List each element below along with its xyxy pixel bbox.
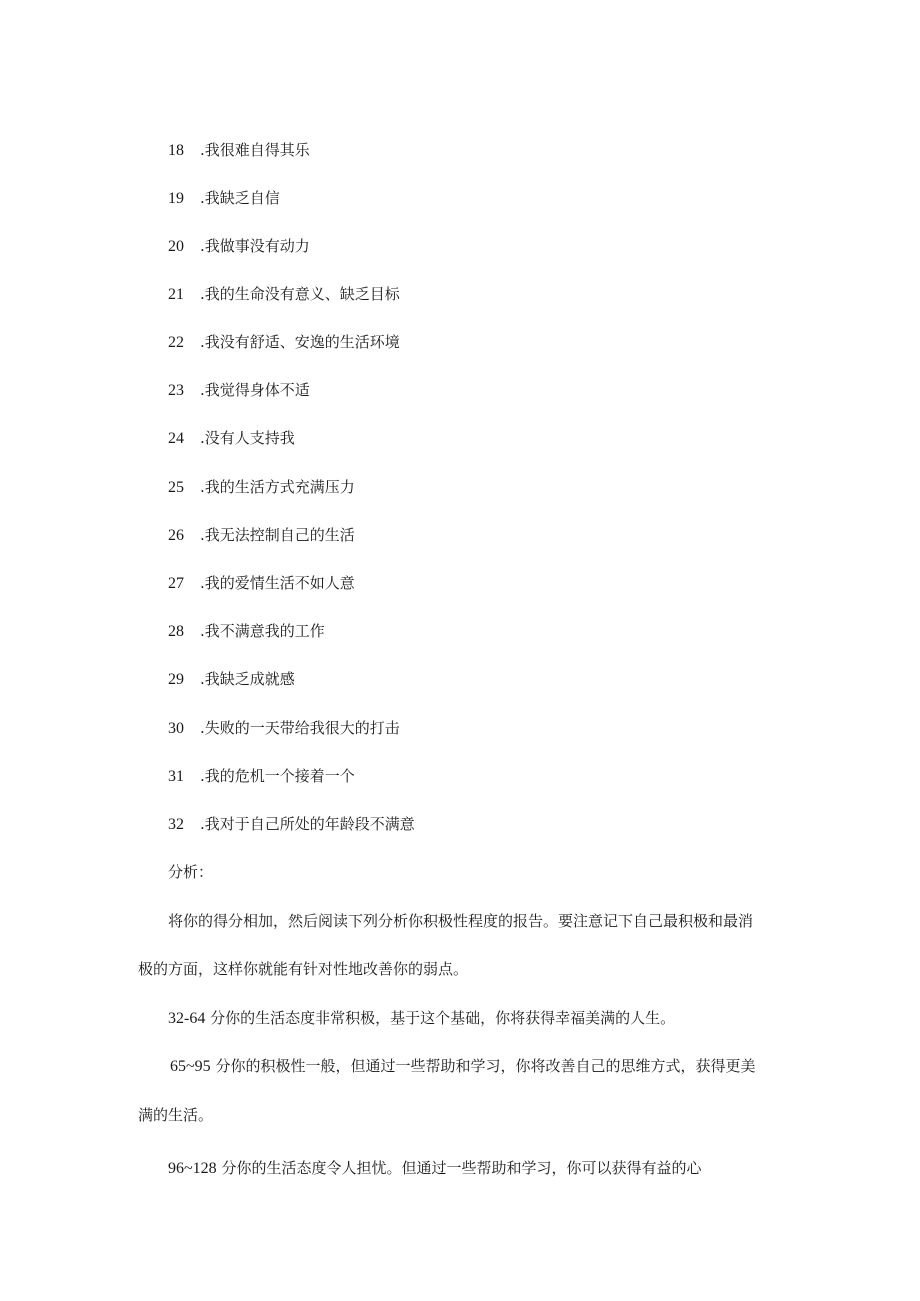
item-text: .我没有舒适、安逸的生活环境 [200, 333, 400, 351]
item-number: 26 [168, 527, 184, 544]
item-number: 18 [168, 142, 184, 159]
list-item [168, 332, 400, 353]
item-number: 29 [168, 671, 184, 688]
list-item [168, 814, 415, 835]
item-number: 19 [168, 190, 184, 207]
item-number: 28 [168, 623, 184, 640]
list-item [168, 621, 325, 642]
analysis-intro-line2: 极的方面，这样你就能有针对性地改善你的弱点。 [138, 960, 469, 978]
range-value: 32-64 [168, 1010, 206, 1027]
item-number: 25 [168, 479, 184, 496]
item-number: 23 [168, 382, 184, 399]
item-number: 21 [168, 286, 184, 303]
list-item [168, 140, 310, 161]
list-item [168, 573, 355, 594]
list-item [168, 525, 355, 546]
list-item [168, 284, 400, 305]
item-text: .我做事没有动力 [200, 237, 310, 255]
list-item [168, 380, 310, 401]
item-number: 20 [168, 238, 184, 255]
item-number: 24 [168, 430, 184, 447]
item-text: .我缺乏成就感 [200, 670, 295, 688]
item-text: .我对于自己所处的年龄段不满意 [200, 815, 415, 833]
analysis-heading: 分析： [168, 863, 214, 881]
item-number: 30 [168, 720, 184, 737]
item-number: 22 [168, 334, 184, 351]
item-text: .我无法控制自己的生活 [200, 526, 355, 544]
item-text: .我缺乏自信 [200, 189, 280, 207]
score-range-3 [168, 1158, 701, 1179]
item-number: 31 [168, 768, 184, 785]
range-text: 分你的生活态度令人担忧。但通过一些帮助和学习，你可以获得有益的心 [221, 1159, 702, 1177]
list-item [168, 477, 355, 498]
item-text: .我的爱情生活不如人意 [200, 574, 355, 592]
item-text: .我不满意我的工作 [200, 622, 325, 640]
range-value: 96~128 [168, 1160, 217, 1177]
item-text: .我觉得身体不适 [200, 381, 310, 399]
score-range-1 [168, 1008, 675, 1029]
item-text: .我很难自得其乐 [200, 141, 310, 159]
list-item [168, 669, 295, 690]
list-item [168, 766, 355, 787]
range-text: 分你的生活态度非常积极，基于这个基础，你将获得幸福美满的人生。 [210, 1009, 676, 1027]
item-text: .我的危机一个接着一个 [200, 767, 355, 785]
range-value: 65~95 [170, 1058, 211, 1075]
list-item [168, 188, 280, 209]
item-number: 32 [168, 816, 184, 833]
item-text: .失败的一天带给我很大的打击 [200, 719, 400, 737]
item-number: 27 [168, 575, 184, 592]
item-text: .我的生活方式充满压力 [200, 478, 355, 496]
score-range-2 [170, 1056, 755, 1077]
item-text: .没有人支持我 [200, 429, 295, 447]
item-text: .我的生命没有意义、缺乏目标 [200, 285, 400, 303]
score-range-2-continued: 满的生活。 [138, 1106, 214, 1124]
list-item [168, 428, 295, 449]
list-item [168, 718, 400, 739]
range-text: 分你的积极性一般，但通过一些帮助和学习，你将改善自己的思维方式，获得更美 [215, 1057, 756, 1075]
analysis-intro-line1: 将你的得分相加，然后阅读下列分析你积极性程度的报告。要注意记下自己最积极和最消 [168, 912, 754, 930]
list-item [168, 236, 310, 257]
